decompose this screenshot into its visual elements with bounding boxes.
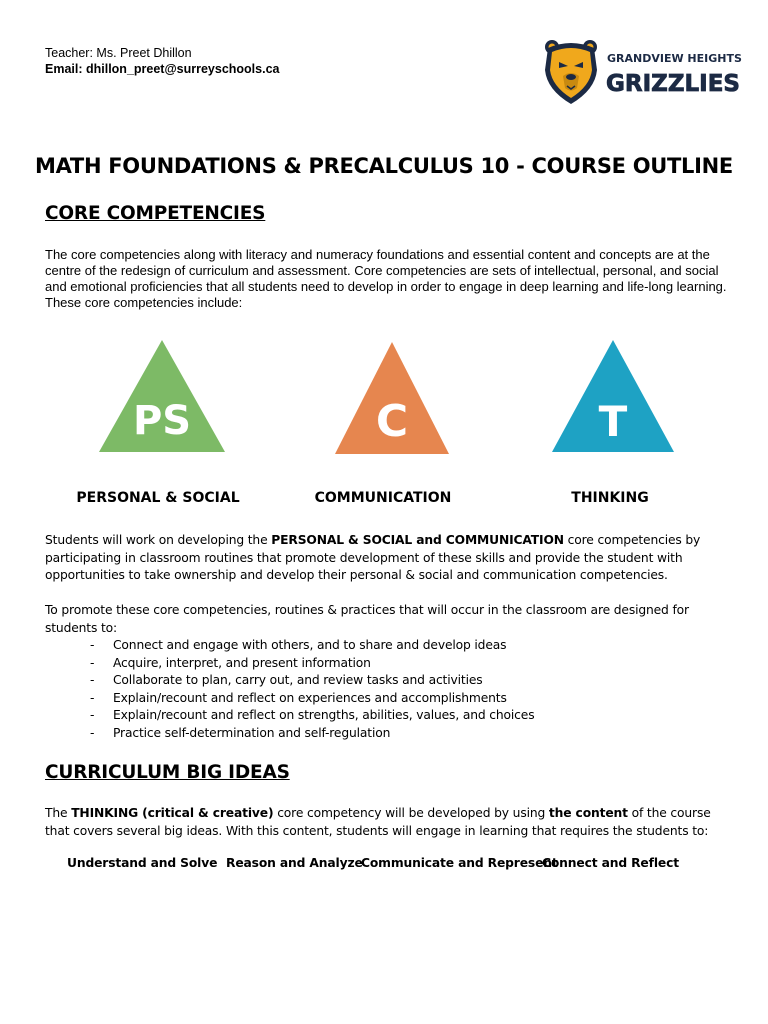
big-ideas-paragraph bbox=[45, 805, 735, 840]
routines-section bbox=[45, 602, 735, 742]
p2-text-end: core competencies by participating in classroom routines that promote development of these skills and provide the student with opportunities to take ownership and develop their personal & social and communication competencies. bbox=[45, 533, 701, 582]
list-item-text: Explain/recount and reflect on strengths, abilities, values, and choices bbox=[113, 708, 535, 722]
p2-text-start: Students will work on developing the bbox=[45, 533, 272, 547]
triangle-letter: T bbox=[598, 397, 628, 446]
p4-text-3: of the course that covers several big ideas. With this content, students will engage in learning that requires the students to: bbox=[45, 806, 711, 838]
big-idea-understand-solve: Understand and Solve bbox=[67, 856, 218, 870]
curriculum-big-ideas-heading: CURRICULUM BIG IDEAS bbox=[45, 762, 290, 783]
big-idea-communicate-represent: Communicate and Represent bbox=[361, 856, 558, 870]
list-item-text: Practice self-determination and self-regulation bbox=[113, 725, 391, 740]
list-item bbox=[45, 690, 735, 708]
label-personal-social: PERSONAL & SOCIAL bbox=[76, 490, 240, 506]
list-dash: - bbox=[90, 708, 95, 722]
logo-line2: GRIZZLIES bbox=[606, 71, 740, 97]
page-title: MATH FOUNDATIONS & PRECALCULUS 10 - COURSE OUTLINE bbox=[35, 154, 733, 178]
logo-line1: GRANDVIEW HEIGHTS bbox=[607, 52, 742, 65]
list-item bbox=[45, 655, 735, 673]
routines-intro: To promote these core competencies, routines & practices that will occur in the classroom are designed for students to: bbox=[45, 603, 689, 635]
teacher-name: Teacher: Ms. Preet Dhillon bbox=[45, 46, 192, 60]
label-communication: COMMUNICATION bbox=[314, 490, 452, 506]
list-item-text: Connect and engage with others, and to share and develop ideas bbox=[113, 638, 507, 652]
big-idea-connect-reflect: Connect and Reflect bbox=[542, 856, 679, 870]
list-item bbox=[45, 725, 735, 743]
p4-text-1: The bbox=[45, 806, 72, 820]
list-dash: - bbox=[90, 673, 95, 687]
core-intro-paragraph: The core competencies along with literacy and numeracy foundations and essential content and concepts are at the centre of the redesign of curriculum and assessment. Core competencies are sets of intellectual, personal, and social and emotional proficiencies that all students need to develop in order to engage in deep learning and life-long learning. These core competencies include: bbox=[45, 247, 727, 310]
list-item bbox=[45, 707, 735, 725]
triangle-letter: C bbox=[375, 396, 409, 447]
label-thinking: THINKING bbox=[571, 490, 649, 506]
triangle-letter: PS bbox=[132, 398, 192, 444]
grandview-heights-grizzlies-logo bbox=[543, 38, 742, 106]
list-item-text: Acquire, interpret, and present information bbox=[113, 655, 371, 670]
list-dash: - bbox=[90, 725, 95, 740]
competency-development-paragraph bbox=[45, 532, 735, 585]
p4-bold-content: the content bbox=[548, 806, 628, 820]
grizzly-bear-logo bbox=[545, 40, 597, 104]
list-dash: - bbox=[90, 655, 95, 670]
big-idea-reason-analyze: Reason and Analyze bbox=[226, 856, 363, 870]
list-dash: - bbox=[90, 690, 95, 705]
list-item bbox=[45, 672, 735, 690]
list-item-text: Explain/recount and reflect on experiences and accomplishments bbox=[113, 690, 507, 705]
routines-list bbox=[45, 637, 735, 742]
p4-bold-thinking: THINKING (critical & creative) bbox=[71, 806, 274, 820]
triangle-thinking bbox=[548, 338, 678, 456]
triangle-communication bbox=[327, 338, 457, 456]
list-item-text: Collaborate to plan, carry out, and review tasks and activities bbox=[113, 673, 483, 687]
p4-text-2: core competency will be developed by using bbox=[273, 806, 549, 820]
triangle-personal-social bbox=[97, 338, 227, 456]
list-dash: - bbox=[90, 638, 95, 652]
core-competencies-heading: CORE COMPETENCIES bbox=[45, 203, 266, 224]
p2-bold-competencies: PERSONAL & SOCIAL and COMMUNICATION bbox=[271, 533, 564, 547]
list-item bbox=[45, 637, 735, 655]
teacher-email: Email: dhillon_preet@surreyschools.ca bbox=[45, 62, 280, 76]
